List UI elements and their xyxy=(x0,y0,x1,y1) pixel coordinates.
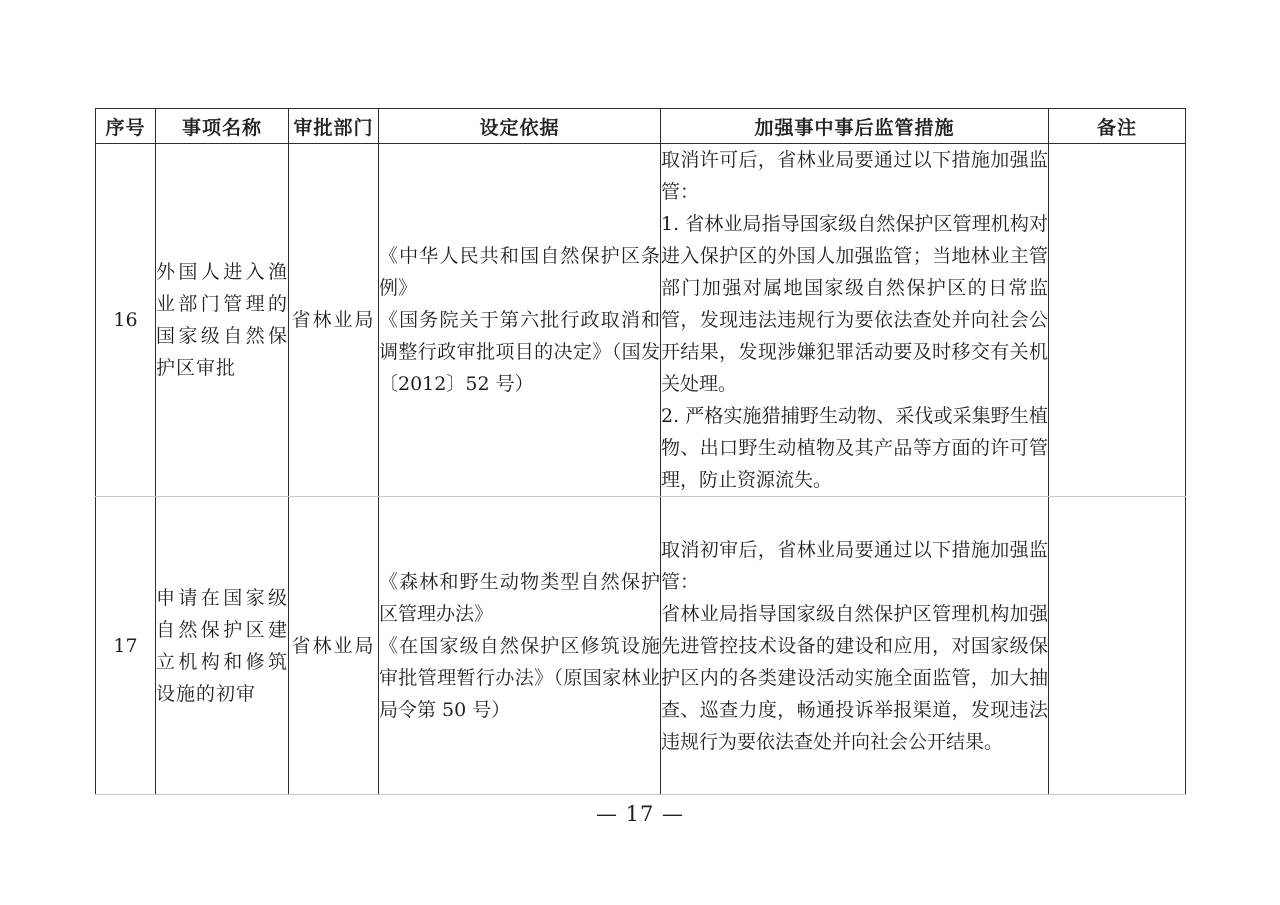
row16-measures-item-2: 2. 严格实施猎捕野生动物、采伐或采集野生植物、出口野生动植物及其产品等方面的许可管理，防止资源流失。 xyxy=(661,405,1048,491)
row17-item-name: 申请在国家级自然保护区建立机构和修筑设施的初审 xyxy=(156,497,289,795)
header-measures: 加强事中事后监管措施 xyxy=(661,109,1049,144)
page-number: — 17 — xyxy=(595,802,685,826)
row17-department: 省林业局 xyxy=(289,497,379,795)
row16-basis-line-1: 《中华人民共和国自然保护区条例》 xyxy=(379,245,660,299)
table-row xyxy=(96,144,1186,497)
row16-seq: 16 xyxy=(96,144,156,497)
header-seq: 序号 xyxy=(96,109,156,144)
header-department: 审批部门 xyxy=(289,109,379,144)
row16-basis xyxy=(379,144,661,497)
row17-measures-intro: 取消初审后，省林业局要通过以下措施加强监管： xyxy=(661,538,1048,593)
header-item-name: 事项名称 xyxy=(156,109,289,144)
row16-department: 省林业局 xyxy=(289,144,379,497)
header-remark: 备注 xyxy=(1049,109,1186,144)
row17-measures xyxy=(661,497,1049,795)
row16-item-name: 外国人进入渔业部门管理的国家级自然保护区审批 xyxy=(156,144,289,497)
row17-remark xyxy=(1049,497,1186,795)
row17-seq: 17 xyxy=(96,497,156,795)
row16-basis-line-2: 《国务院关于第六批行政取消和调整行政审批项目的决定》（国发〔2012〕52 号） xyxy=(379,309,660,395)
row16-remark xyxy=(1049,144,1186,497)
row17-basis-line-2: 《在国家级自然保护区修筑设施审批管理暂行办法》（原国家林业局令第 50 号） xyxy=(379,634,660,721)
table-header-row xyxy=(96,109,1186,144)
row16-measures xyxy=(661,144,1049,497)
header-basis: 设定依据 xyxy=(379,109,661,144)
table-row xyxy=(96,497,1186,795)
row17-measures-item-1: 省林业局指导国家级自然保护区管理机构加强先进管控技术设备的建设和应用，对国家级保护区内的各类建设活动实施全面监管，加大抽查、巡查力度，畅通投诉举报渠道，发现违法违规行为要依法查处并向社会公开结果。 xyxy=(661,602,1048,753)
row16-measures-item-1: 1. 省林业局指导国家级自然保护区管理机构对进入保护区的外国人加强监管；当地林业主管部门加强对属地国家级自然保护区的日常监管，发现违法违规行为要依法查处并向社会公开结果，发现涉嫌犯罪活动要及时移交有关机关处理。 xyxy=(661,213,1048,395)
row17-basis xyxy=(379,497,661,795)
regulation-table xyxy=(95,108,1186,795)
row16-measures-intro: 取消许可后，省林业局要通过以下措施加强监管： xyxy=(661,149,1048,203)
row17-basis-line-1: 《森林和野生动物类型自然保护区管理办法》 xyxy=(379,570,660,625)
